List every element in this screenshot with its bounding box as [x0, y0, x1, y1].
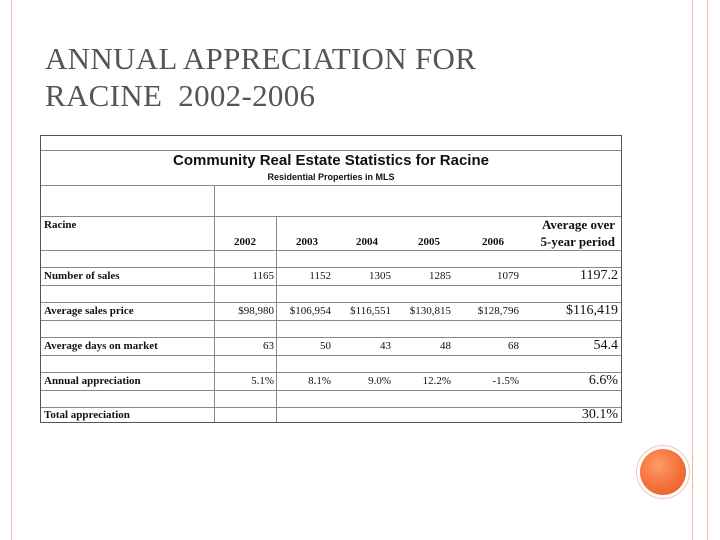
orange-circle-decoration — [640, 449, 686, 495]
row-label: Annual appreciation — [44, 375, 141, 387]
row-average: 1197.2 — [580, 268, 618, 283]
table-cell: -1.5% — [492, 375, 519, 387]
row-average: 30.1% — [581, 407, 618, 422]
table-cell: $116,551 — [350, 305, 391, 317]
slide-title-line-2: RACINE 2002-2006 — [45, 78, 316, 113]
table-title: Community Real Estate Statistics for Racine — [173, 152, 489, 169]
row-label: Number of sales — [44, 270, 120, 282]
year-header: 2002 — [234, 236, 256, 248]
table-cell: 1285 — [429, 270, 451, 282]
average-header-line-1: Average over — [541, 217, 615, 232]
region-label: Racine — [44, 219, 77, 231]
table-cell: 8.1% — [308, 375, 331, 387]
right-border-decoration — [692, 0, 708, 540]
table-cell: $130,815 — [409, 305, 451, 317]
average-header-line-2: 5-year period — [540, 234, 615, 249]
table-cell: 12.2% — [422, 375, 451, 387]
left-border-decoration — [0, 0, 12, 540]
year-header: 2006 — [482, 236, 504, 248]
row-label: Average days on market — [44, 340, 158, 352]
table-cell: 63 — [263, 340, 274, 352]
table-cell: 50 — [320, 340, 331, 352]
statistics-table-image — [40, 135, 622, 423]
row-average: $116,419 — [566, 303, 618, 318]
table-cell: 1079 — [497, 270, 519, 282]
table-cell: 9.0% — [368, 375, 391, 387]
slide-title-line-1: ANNUAL APPRECIATION FOR — [45, 41, 477, 76]
table-subtitle: Residential Properties in MLS — [267, 172, 395, 182]
row-average: 54.4 — [593, 338, 618, 353]
table-cell: $128,796 — [477, 305, 519, 317]
table-cell: 1165 — [252, 270, 274, 282]
row-label: Total appreciation — [44, 409, 130, 421]
table-cell: $106,954 — [289, 305, 331, 317]
row-average: 6.6% — [588, 373, 618, 388]
table-cell: $98,980 — [238, 305, 274, 317]
table-cell: 1305 — [369, 270, 391, 282]
year-header: 2003 — [296, 236, 318, 248]
table-cell: 1152 — [309, 270, 331, 282]
year-header: 2005 — [418, 236, 440, 248]
row-label: Average sales price — [44, 305, 134, 317]
table-cell: 48 — [440, 340, 451, 352]
table-cell: 68 — [508, 340, 519, 352]
year-header: 2004 — [356, 236, 378, 248]
table-cell: 5.1% — [251, 375, 274, 387]
slide-title — [45, 40, 476, 114]
table-cell: 43 — [380, 340, 391, 352]
